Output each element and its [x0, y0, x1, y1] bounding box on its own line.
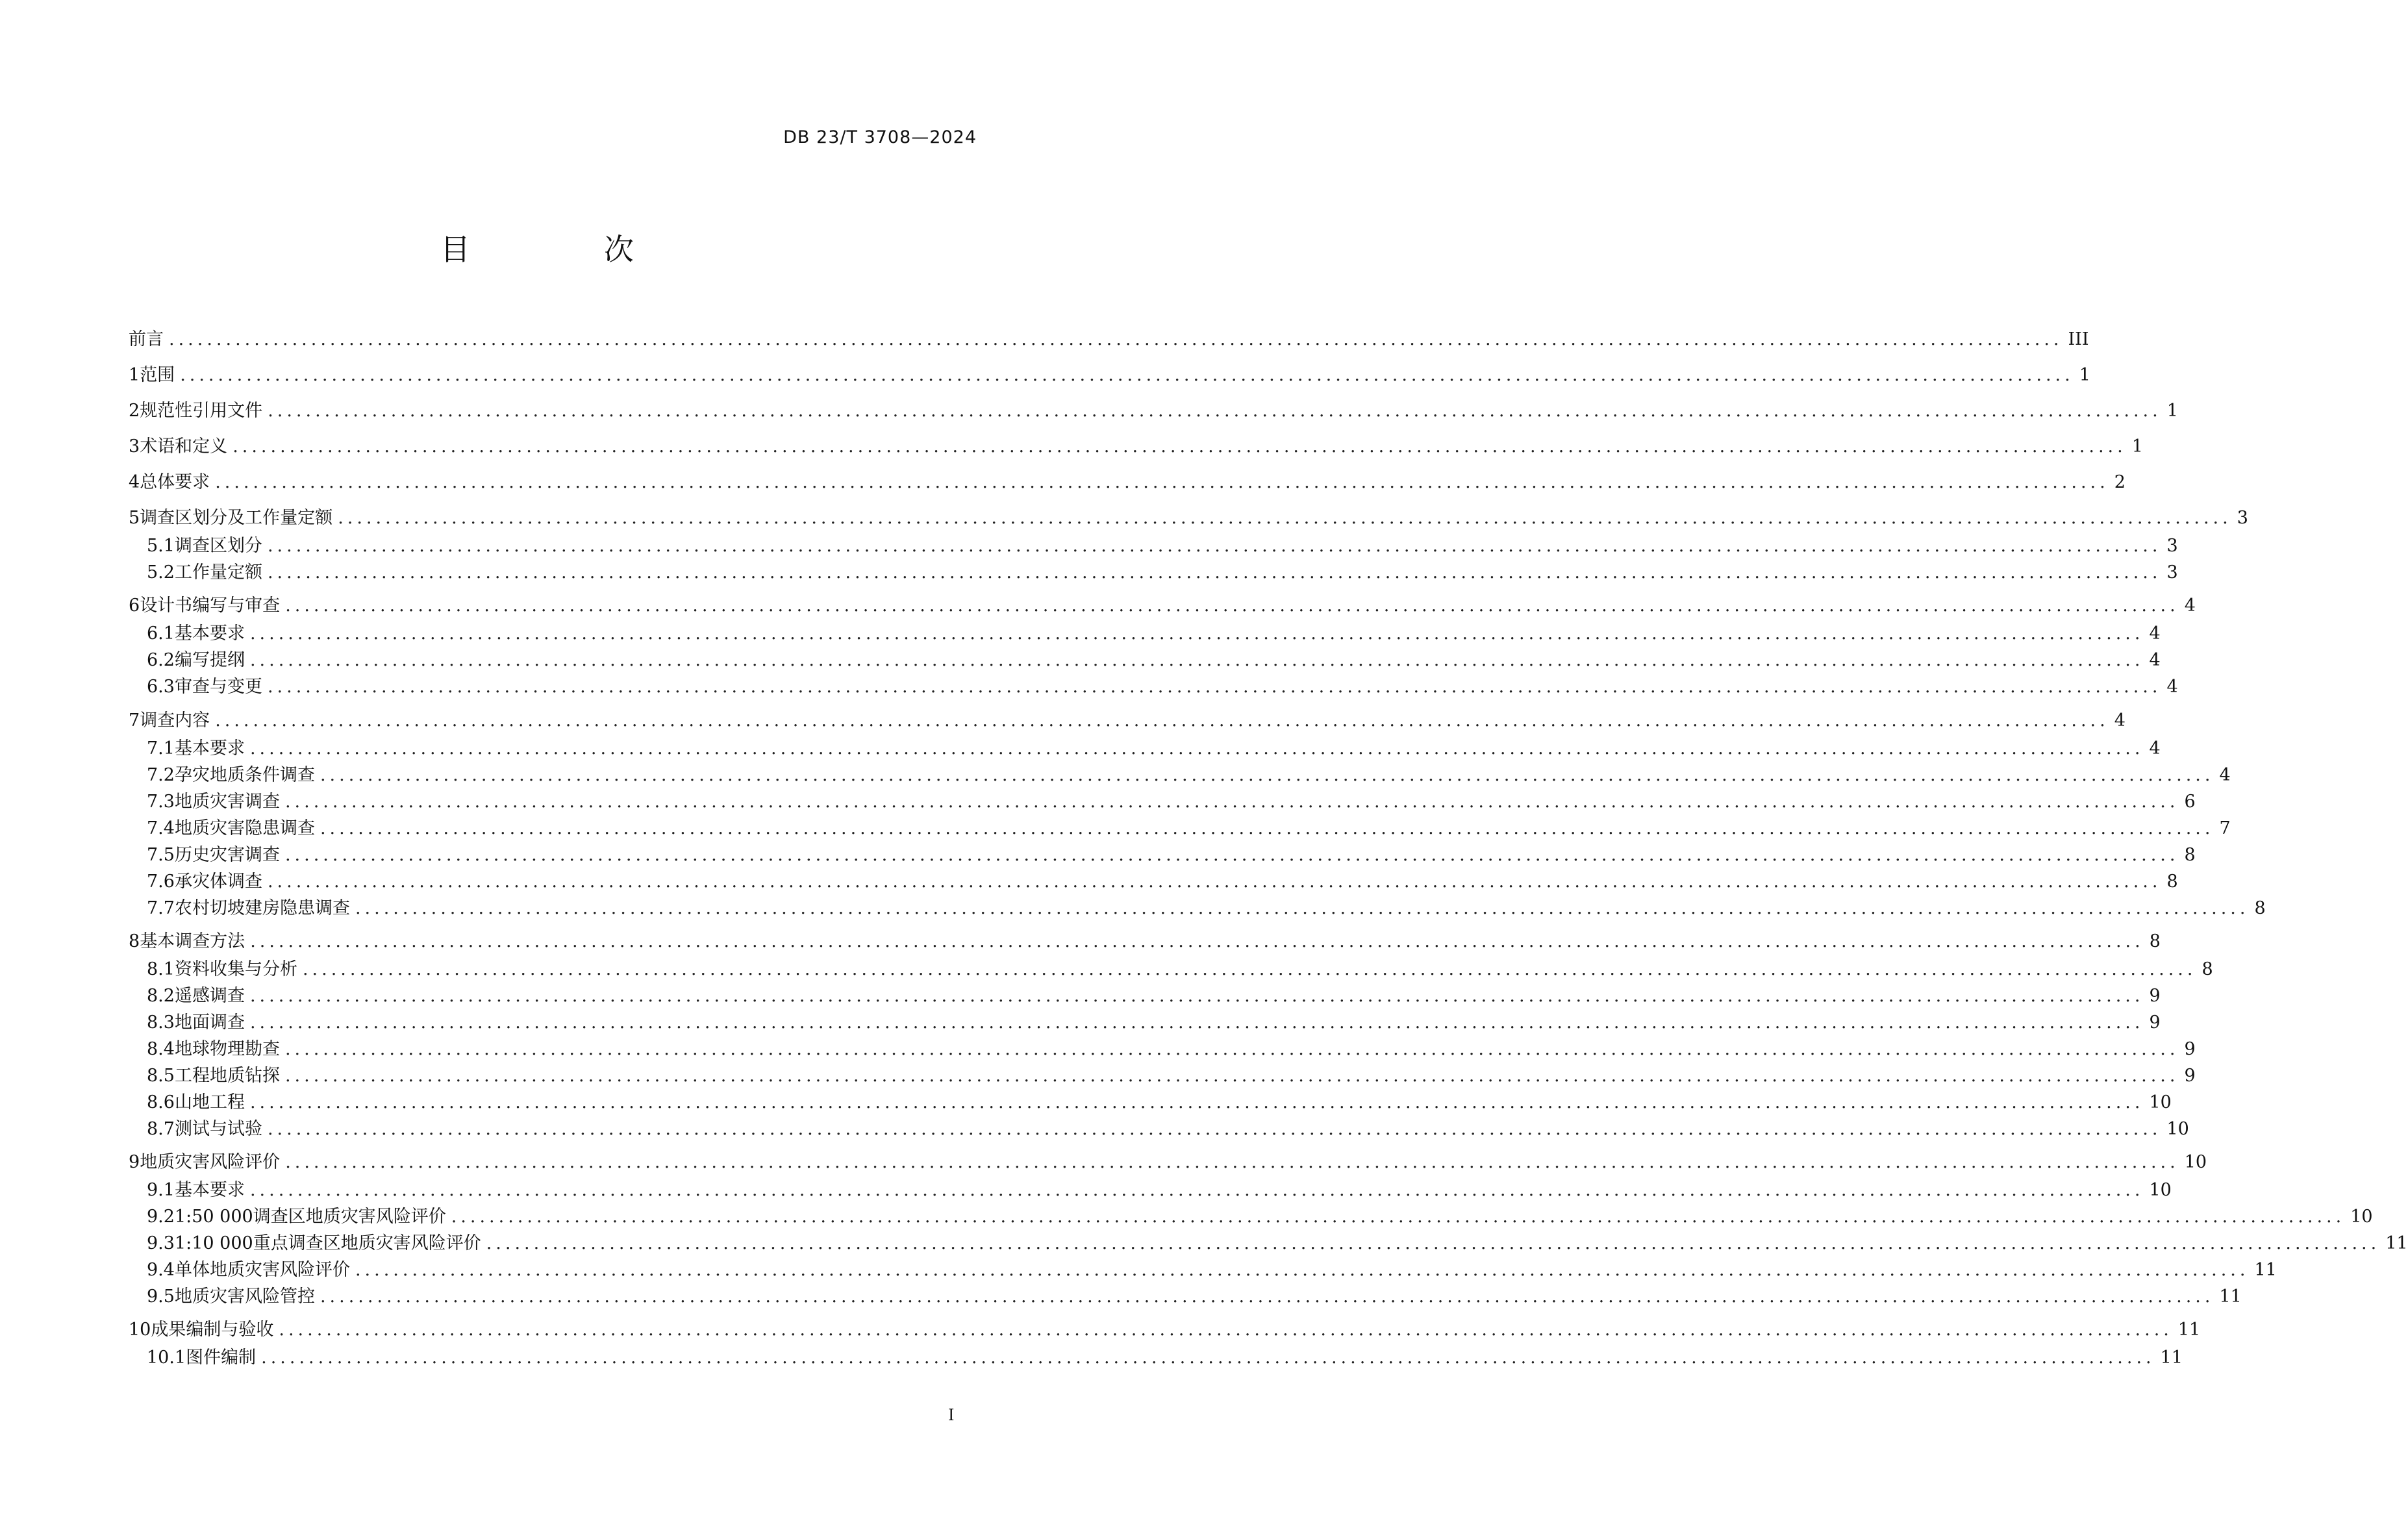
toc-dot-leader: ........................................................................................................................................................................................................ — [169, 329, 2063, 349]
toc-entry-title: 遥感调查 — [174, 986, 245, 1006]
toc-entry-title: 测试与试验 — [174, 1119, 262, 1139]
toc-entry[interactable] — [147, 1205, 2373, 1229]
toc-entry[interactable] — [129, 594, 2196, 618]
toc-entry-title: 孕灾地质条件调查 — [174, 765, 315, 785]
toc-dot-leader: ........................................................................................................................................................................................................ — [250, 931, 2144, 951]
toc-dot-leader: ........................................................................................................................................................................................................ — [486, 1233, 2381, 1253]
toc-entry-number: 5.2 — [147, 562, 175, 583]
toc-dot-leader: ........................................................................................................................................................................................................ — [215, 710, 2109, 731]
toc-entry[interactable] — [147, 622, 2161, 646]
toc-dot-leader: ........................................................................................................................................................................................................ — [284, 1066, 2179, 1086]
toc-entry[interactable] — [129, 364, 2090, 387]
toc-dot-leader: ........................................................................................................................................................................................................ — [279, 1320, 2173, 1340]
toc-entry-page: 7 — [2219, 818, 2231, 838]
toc-entry-page: 8 — [2184, 845, 2196, 865]
toc-entry-title: 调查区划分及工作量定额 — [140, 508, 333, 528]
toc-entry-number: 7.4 — [147, 818, 175, 838]
toc-entry[interactable] — [147, 1038, 2196, 1061]
toc-entry-number: 8.1 — [147, 959, 175, 979]
toc-entry-page: 4 — [2149, 650, 2161, 670]
toc-entry-title: 设计书编写与审查 — [140, 596, 281, 616]
page-number: I — [948, 1406, 955, 1424]
toc-entry-page: 4 — [2114, 710, 2126, 731]
toc-entry-title: 资料收集与分析 — [174, 959, 297, 979]
toc-entry-title: 基本要求 — [174, 738, 245, 759]
toc-entry[interactable] — [129, 471, 2126, 494]
toc-entry-title: 地球物理勘查 — [174, 1039, 280, 1059]
document-code: DB 23/T 3708—2024 — [783, 127, 977, 147]
toc-entry-number: 7 — [129, 710, 140, 731]
toc-entry-page: 11 — [2254, 1260, 2277, 1280]
toc-dot-leader: ........................................................................................................................................................................................................ — [249, 650, 2144, 670]
toc-dot-leader: ........................................................................................................................................................................................................ — [284, 792, 2179, 812]
toc-entry-page: 8 — [2166, 872, 2178, 892]
toc-entry-page: 6 — [2184, 792, 2196, 812]
toc-entry[interactable] — [147, 1179, 2172, 1202]
toc-entry-number: 7.3 — [147, 792, 175, 812]
toc-entry-number: 9 — [129, 1152, 140, 1172]
toc-entry-page: 11 — [2385, 1233, 2408, 1253]
toc-entry-page: 8 — [2149, 931, 2161, 951]
toc-entry-number: 9.2 — [147, 1207, 175, 1227]
toc-entry-page: 3 — [2166, 536, 2178, 556]
toc-entry-number: 6.2 — [147, 650, 175, 670]
toc-entry[interactable] — [147, 958, 2213, 981]
toc-entry-title: 地质灾害调查 — [174, 792, 280, 812]
toc-dot-leader: ........................................................................................................................................................................................................ — [267, 1119, 2162, 1139]
toc-entry-number: 7.1 — [147, 738, 175, 759]
toc-entry[interactable] — [129, 328, 2089, 351]
toc-entry-page: 9 — [2184, 1039, 2196, 1059]
toc-entry-title: 地质灾害风险管控 — [174, 1287, 315, 1307]
toc-dot-leader: ........................................................................................................................................................................................................ — [284, 845, 2179, 865]
toc-entry[interactable] — [147, 790, 2196, 814]
toc-entry-number: 1 — [129, 365, 140, 385]
toc-entry[interactable] — [147, 1091, 2172, 1114]
toc-entry-title: 基本调查方法 — [140, 931, 245, 951]
toc-entry-page: 3 — [2166, 562, 2178, 583]
toc-entry-page: 10 — [2149, 1180, 2172, 1200]
toc-entry-page: 10 — [2149, 1092, 2172, 1112]
toc-dot-leader: ........................................................................................................................................................................................................ — [249, 986, 2144, 1006]
toc-entry-page: 2 — [2114, 472, 2126, 492]
toc-dot-leader: ........................................................................................................................................................................................................ — [267, 872, 2162, 892]
toc-entry[interactable] — [147, 534, 2178, 558]
toc-entry-title: 术语和定义 — [140, 436, 228, 457]
toc-entry[interactable] — [147, 844, 2196, 867]
toc-entry-page: 9 — [2184, 1066, 2196, 1086]
toc-dot-leader: ........................................................................................................................................................................................................ — [249, 623, 2144, 644]
toc-dot-leader: ........................................................................................................................................................................................................ — [232, 436, 2127, 457]
toc-dot-leader: ........................................................................................................................................................................................................ — [320, 765, 2214, 785]
toc-dot-leader: ........................................................................................................................................................................................................ — [268, 401, 2162, 421]
toc-entry-number: 3 — [129, 436, 140, 457]
toc-dot-leader: ........................................................................................................................................................................................................ — [320, 1287, 2214, 1307]
toc-entry-title: 地面调查 — [174, 1012, 245, 1033]
toc-entry-number: 8.2 — [147, 986, 175, 1006]
toc-entry-number: 6 — [129, 596, 140, 616]
toc-entry-page: 1 — [2079, 365, 2090, 385]
toc-entry-page: 10 — [2350, 1207, 2373, 1227]
toc-entry-page: 9 — [2149, 1012, 2161, 1033]
toc-entry[interactable] — [147, 1346, 2183, 1370]
toc-dot-leader: ........................................................................................................................................................................................................ — [267, 536, 2162, 556]
toc-dot-leader: ........................................................................................................................................................................................................ — [215, 472, 2109, 492]
toc-entry[interactable] — [129, 1318, 2201, 1342]
toc-entry-number: 8 — [129, 931, 140, 951]
toc-entry[interactable] — [129, 709, 2126, 733]
toc-entry-title: 工程地质钻探 — [174, 1066, 280, 1086]
toc-entry-number: 4 — [129, 472, 140, 492]
toc-entry[interactable] — [147, 1285, 2242, 1309]
toc-dot-leader: ........................................................................................................................................................................................................ — [320, 818, 2214, 838]
toc-dot-leader: ........................................................................................................................................................................................................ — [355, 1260, 2250, 1280]
toc-dot-leader: ........................................................................................................................................................................................................ — [302, 959, 2197, 979]
toc-entry-number: 10.1 — [147, 1348, 186, 1368]
toc-entry-title: 调查内容 — [140, 710, 210, 731]
toc-dot-leader: ........................................................................................................................................................................................................ — [267, 562, 2162, 583]
toc-entry[interactable] — [147, 870, 2178, 894]
toc-dot-leader: ........................................................................................................................................................................................................ — [355, 898, 2250, 918]
toc-entry-number: 7.6 — [147, 872, 175, 892]
toc-dot-leader: ........................................................................................................................................................................................................ — [249, 738, 2144, 759]
toc-entry-page: 4 — [2149, 738, 2161, 759]
toc-dot-leader: ........................................................................................................................................................................................................ — [249, 1012, 2144, 1033]
toc-entry-page: 8 — [2254, 898, 2266, 918]
toc-entry-number: 6.3 — [147, 677, 175, 697]
toc-entry-title: 山地工程 — [174, 1092, 245, 1112]
toc-entry[interactable] — [147, 1259, 2277, 1282]
toc-entry-number: 7.7 — [147, 898, 175, 918]
toc-entry[interactable] — [129, 1151, 2207, 1174]
toc-entry-title: 地质灾害风险评价 — [140, 1152, 281, 1172]
toc-dot-leader: ........................................................................................................................................................................................................ — [338, 508, 2232, 528]
toc-entry-number: 8.5 — [147, 1066, 175, 1086]
toc-entry-page: 4 — [2166, 677, 2178, 697]
toc-entry-title: 规范性引用文件 — [140, 401, 263, 421]
toc-entry-title: 成果编制与验收 — [151, 1320, 274, 1340]
toc-entry-title: 基本要求 — [174, 1180, 245, 1200]
toc-dot-leader: ........................................................................................................................................................................................................ — [267, 677, 2162, 697]
toc-entry-page: 3 — [2237, 508, 2248, 528]
toc-entry-number: 5.1 — [147, 536, 175, 556]
toc-entry[interactable] — [129, 507, 2248, 530]
toc-entry-title: 工作量定额 — [174, 562, 262, 583]
toc-entry-number: 9.5 — [147, 1287, 175, 1307]
toc-entry[interactable] — [129, 930, 2161, 953]
toc-entry-page: 8 — [2201, 959, 2213, 979]
toc-entry-page: 1 — [2166, 401, 2178, 421]
toc-entry-page: 4 — [2184, 596, 2196, 616]
toc-entry-title: 审查与变更 — [174, 677, 262, 697]
toc-entry[interactable] — [129, 399, 2178, 423]
toc-entry-page: 4 — [2219, 765, 2231, 785]
toc-entry-number: 2 — [129, 401, 140, 421]
toc-dot-leader: ........................................................................................................................................................................................................ — [249, 1180, 2144, 1200]
toc-entry-number: 6.1 — [147, 623, 175, 644]
toc-entry-title: 单体地质灾害风险评价 — [174, 1260, 350, 1280]
toc-dot-leader: ........................................................................................................................................................................................................ — [180, 365, 2074, 385]
toc-entry-number: 8.6 — [147, 1092, 175, 1112]
toc-entry-number: 5 — [129, 508, 140, 528]
page-title: 目 次 — [440, 232, 686, 267]
toc-dot-leader: ........................................................................................................................................................................................................ — [261, 1348, 2155, 1368]
toc-entry-page: 9 — [2149, 986, 2161, 1006]
toc-entry-number: 8.4 — [147, 1039, 175, 1059]
toc-entry[interactable] — [147, 1232, 2408, 1255]
toc-entry-title: 编写提纲 — [174, 650, 245, 670]
toc-entry-number: 8.3 — [147, 1012, 175, 1033]
toc-entry-title: 调查区划分 — [174, 536, 262, 556]
toc-entry-title: 范围 — [140, 365, 175, 385]
toc-entry-title: 基本要求 — [174, 623, 245, 644]
toc-entry-page: 10 — [2184, 1152, 2207, 1172]
toc-entry-number: 9.1 — [147, 1180, 175, 1200]
toc-entry-title: 农村切坡建房隐患调查 — [174, 898, 350, 918]
toc-entry-page: 11 — [2160, 1348, 2183, 1368]
toc-dot-leader: ........................................................................................................................................................................................................ — [249, 1092, 2144, 1112]
toc-entry[interactable] — [147, 1011, 2161, 1035]
toc-entry-number: 9.4 — [147, 1260, 175, 1280]
toc-entry[interactable] — [147, 1118, 2189, 1141]
toc-dot-leader: ........................................................................................................................................................................................................ — [285, 1152, 2179, 1172]
toc-entry[interactable] — [147, 649, 2161, 672]
toc-dot-leader: ........................................................................................................................................................................................................ — [451, 1207, 2346, 1227]
toc-entry[interactable] — [147, 897, 2266, 920]
toc-entry-page: III — [2068, 329, 2089, 349]
toc-entry-title: 地质灾害隐患调查 — [174, 818, 315, 838]
toc-entry-title: 历史灾害调查 — [174, 845, 280, 865]
toc-entry-number: 7.5 — [147, 845, 175, 865]
toc-entry-page: 11 — [2177, 1320, 2201, 1340]
toc-entry-title: 1:10 000重点调查区地质灾害风险评价 — [174, 1233, 481, 1253]
toc-entry-number: 7.2 — [147, 765, 175, 785]
toc-entry[interactable] — [147, 985, 2161, 1008]
toc-entry-page: 10 — [2166, 1119, 2189, 1139]
toc-entry-title: 图件编制 — [186, 1348, 257, 1368]
toc-entry[interactable] — [147, 817, 2231, 840]
toc-entry-title: 1:50 000调查区地质灾害风险评价 — [174, 1207, 446, 1227]
toc-entry-page: 11 — [2219, 1287, 2242, 1307]
toc-entry[interactable] — [147, 561, 2178, 584]
toc-entry-title: 前言 — [129, 329, 164, 349]
toc-entry-number: 10 — [129, 1320, 151, 1340]
toc-entry[interactable] — [129, 435, 2143, 458]
toc-entry-title: 承灾体调查 — [174, 872, 262, 892]
toc-entry-number: 9.3 — [147, 1233, 175, 1253]
toc-entry[interactable] — [147, 675, 2178, 699]
toc-entry-number: 8.7 — [147, 1119, 175, 1139]
toc-entry[interactable] — [147, 764, 2231, 787]
toc-entry[interactable] — [147, 737, 2161, 760]
toc-entry[interactable] — [147, 1064, 2196, 1088]
toc-dot-leader: ........................................................................................................................................................................................................ — [285, 596, 2179, 616]
toc-entry-page: 4 — [2149, 623, 2161, 644]
toc-entry-page: 1 — [2131, 436, 2143, 457]
toc-dot-leader: ........................................................................................................................................................................................................ — [284, 1039, 2179, 1059]
toc-entry-title: 总体要求 — [140, 472, 210, 492]
